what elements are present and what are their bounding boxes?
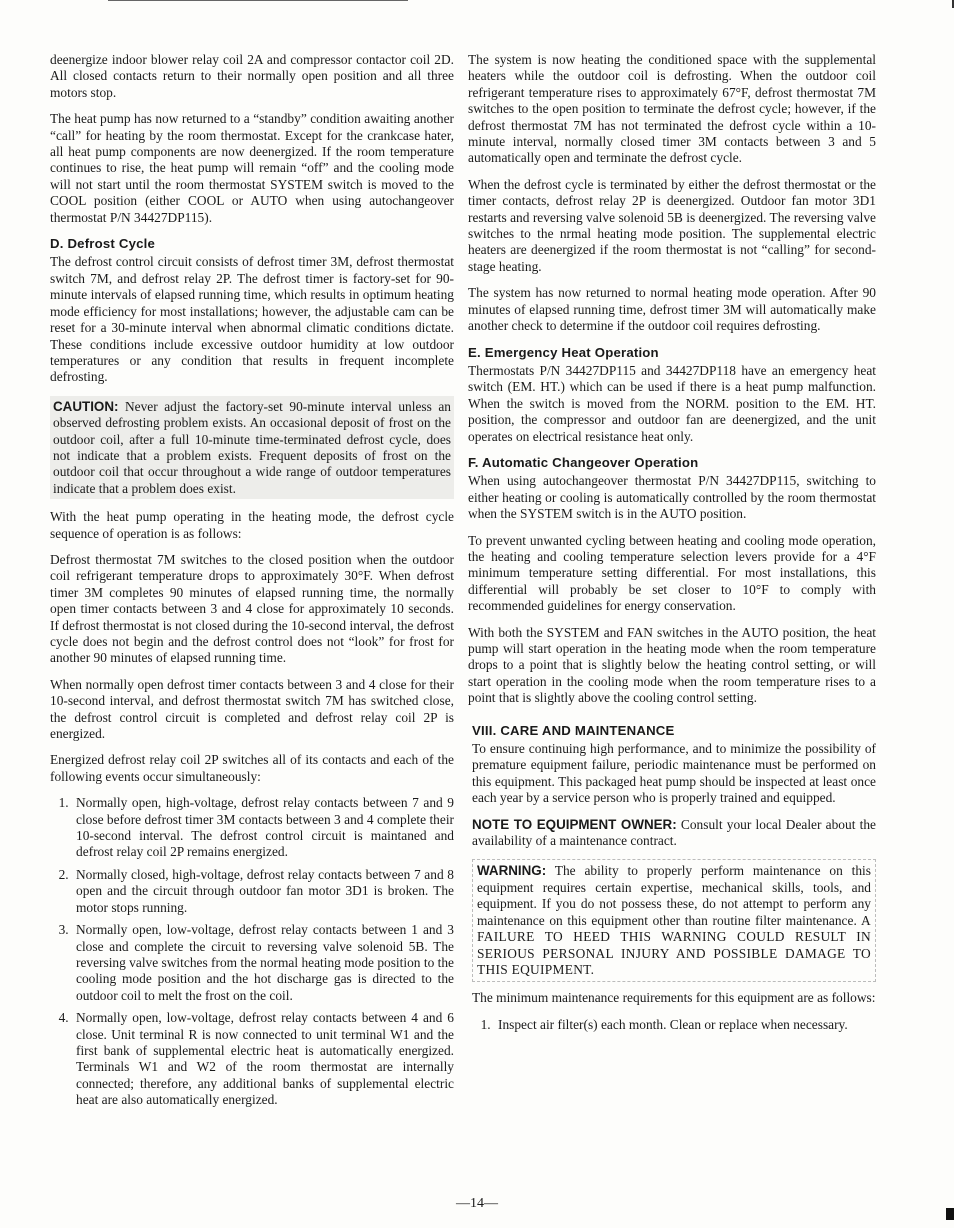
list-item: 2. Normally closed, high-voltage, defrost relay contacts between 7 and 8 open and the circuit through outdoor fan motor 3D1 is broken. The motor stops running. <box>72 867 454 916</box>
paragraph: The system is now heating the conditioned space with the supplemental heaters while the outdoor coil is defrosting. When the outdoor coil refrigerant temperature rises to approximately 67°F, defrost thermostat 7M switches to the open position to terminate the defrost cycle; however, if the defrost thermostat 7M has not terminated the defrost cycle within a 10-minute interval, normally closed timer 3M contacts between 3 and 5 automatically open and terminate the defrost cycle. <box>468 52 876 166</box>
paragraph: To prevent unwanted cycling between heating and cooling mode operation, the heating and cooling temperature selection levers provide for a 4°F minimum temperature setting differential. For most installations, this differential will probably be set closer to 10°F to comply with recommended guidelines for energy conservation. <box>468 532 876 614</box>
list-item: 3. Normally open, low-voltage, defrost relay contacts between 1 and 3 close and complete the circuit to reversing valve solenoid 5B. The reversing valve switches from the normal heating mode position to the cooling mode position and the hot discharge gas is directed to the outdoor coil to melt the frost on the coil. <box>72 922 454 1004</box>
paragraph: The system has now returned to normal heating mode operation. After 90 minutes of elapsed running time, defrost timer 3M will automatically make another check to determine if the outdoor coil requires defrosting. <box>468 285 876 334</box>
list-item: 4. Normally open, low-voltage, defrost relay contacts between 4 and 6 close. Unit terminal R is now connected to unit terminal W1 and the first bank of supplemental electric heat is automatically energized. Terminals W1 and W2 of the room thermostat are internally connected; therefore, any additional banks of supplemental electric heat are also automatically energized. <box>72 1010 454 1108</box>
section-heading-auto-changeover: F. Automatic Changeover Operation <box>468 454 699 470</box>
list-item: 1. Normally open, high-voltage, defrost relay contacts between 7 and 9 close before defrost timer 3M contacts between 3 and 4 complete their 10-second interval. The defrost control circuit is maintaned and defrost relay coil 2P remains energized. <box>72 795 454 861</box>
paragraph: Thermostats P/N 34427DP115 and 34427DP118 have an emergency heat switch (EM. HT.) which can be used if there is a heat pump malfunction. When the switch is moved from the NORM. position to the EM. HT. position, the compressor and outdoor fan are deenergized, and the unit operates on electrical resistance heat only. <box>468 362 876 444</box>
note-text: Consult your local Dealer about the availability of a maintenance contract. <box>472 816 876 849</box>
warning-caps-text: A FAILURE TO HEED THIS WARNING COULD RESULT IN SERIOUS PERSONAL INJURY AND POSSIBLE DAMAGE TO THIS EQUIPMENT. <box>477 912 871 977</box>
scan-mark <box>946 1208 954 1220</box>
section-heading-care-maintenance: VIII. CARE AND MAINTENANCE <box>472 722 675 738</box>
maintenance-list <box>472 1017 876 1033</box>
section-heading-emergency-heat: E. Emergency Heat Operation <box>468 344 659 360</box>
paragraph: deenergize indoor blower relay coil 2A and compressor contactor coil 2D. All closed contacts return to their normally open position and all three motors stop. <box>50 52 454 100</box>
paragraph: With the heat pump operating in the heating mode, the defrost cycle sequence of operation is as follows: <box>50 509 454 541</box>
paragraph: When using autochangeover thermostat P/N 34427DP115, switching to either heating or cooling is automatically controlled by the room thermostat when the SYSTEM switch is in the AUTO position. <box>468 473 876 522</box>
paragraph: The minimum maintenance requirements for this equipment are as follows: <box>472 990 876 1006</box>
section-heading-defrost-cycle: D. Defrost Cycle <box>50 236 156 252</box>
warning-label: WARNING: <box>477 863 547 879</box>
note-label: NOTE TO EQUIPMENT OWNER: <box>472 816 677 832</box>
paragraph: When the defrost cycle is terminated by either the defrost thermostat or the timer contacts, defrost relay 2P is deenergized. Outdoor fan motor 3D1 restarts and reversing valve solenoid 5B is deenergized. The reversing valve switches to the nrmal heating mode position. The supplemental electric heaters are deenergized if the room thermostat is not “calling” for second-stage heating. <box>468 176 876 274</box>
event-list <box>50 795 454 1108</box>
paragraph: The defrost control circuit consists of defrost timer 3M, defrost thermostat switch 7M, and defrost relay 2P. The defrost timer is factory-set for 90-minute intervals of elapsed running time, which results in optimum heating mode efficiency for most installations; however, the adjustable cam can be reset for a 30-minute interval when abnormal climatic conditions dictate. These conditions include excessive outdoor humidity at low outdoor temperatures or any condition that results in frequent incomplete defrosting. <box>50 254 454 385</box>
maintenance-section <box>468 723 876 1034</box>
caution-text: Never adjust the factory-set 90-minute interval unless an observed defrosting problem exists. An occasional deposit of frost on the outdoor coil, after a full 10-minute time-terminated defrost cycle, does not indicate that a problem exists. Frequent deposits of frost on the outdoor coil that occur throughout a wide range of outdoor temperatures indicate that a problem does exist. <box>53 398 451 496</box>
paragraph: With both the SYSTEM and FAN switches in the AUTO position, the heat pump will start operation in the heating mode when the room temperature drops to a point that is slightly below the heating control setting, or will start operation in the cooling mode when the room temperature rises to a point that is slightly above the cooling control setting. <box>468 624 876 706</box>
note-paragraph <box>472 817 876 850</box>
paragraph: Energized defrost relay coil 2P switches all of its contacts and each of the following events occur simultaneously: <box>50 752 454 784</box>
right-column <box>468 52 876 1041</box>
paragraph: To ensure continuing high performance, and to minimize the possibility of premature equipment failure, periodic maintenance must be performed on this equipment. This packaged heat pump should be inspected at least once each year by a service person who is properly trained and equipped. <box>472 741 876 806</box>
paragraph: Defrost thermostat 7M switches to the closed position when the outdoor coil refrigerant temperature drops to approximately 30°F. When defrost timer 3M completes 90 minutes of elapsed running time, the normally open timer contacts between 3 and 4 close for approximately 10 seconds. If defrost thermostat is not closed during the 10-second interval, the defrost cycle does not begin and the defrost control does not “look” for frost for another 90 minutes of elapsed running time. <box>50 551 454 666</box>
paragraph: The heat pump has now returned to a “standby” condition awaiting another “call” for heating by the room thermostat. Except for the crankcase hater, all heat pump components are now deenergized. If the room temperature continues to rise, the heat pump will remain “off” and the cooling mode will not start until the room thermostat SYSTEM switch is moved to the COOL position (either COOL or AUTO when using autochangeover thermostat P/N 34427DP115). <box>50 111 454 225</box>
top-rule <box>108 0 408 1</box>
paragraph: When normally open defrost timer contacts between 3 and 4 close for their 10-second interval, and defrost thermostat switch 7M has switched close, the defrost control circuit is completed and defrost relay coil 2P is energized. <box>50 676 454 742</box>
caution-box <box>50 396 454 499</box>
left-column <box>50 52 454 1117</box>
page-number: —14— <box>456 1196 498 1211</box>
list-item: 1. Inspect air filter(s) each month. Clean or replace when necessary. <box>494 1017 876 1033</box>
warning-box <box>472 859 876 982</box>
caution-label: CAUTION: <box>53 398 119 414</box>
warning-text: The ability to properly perform maintenance on this equipment requires certain expertise, mechanical skills, tools, and equipment. If you do not possess these, do not attempt to perform any maintenance on this equipment other than routine filter maintenance. <box>477 863 871 928</box>
